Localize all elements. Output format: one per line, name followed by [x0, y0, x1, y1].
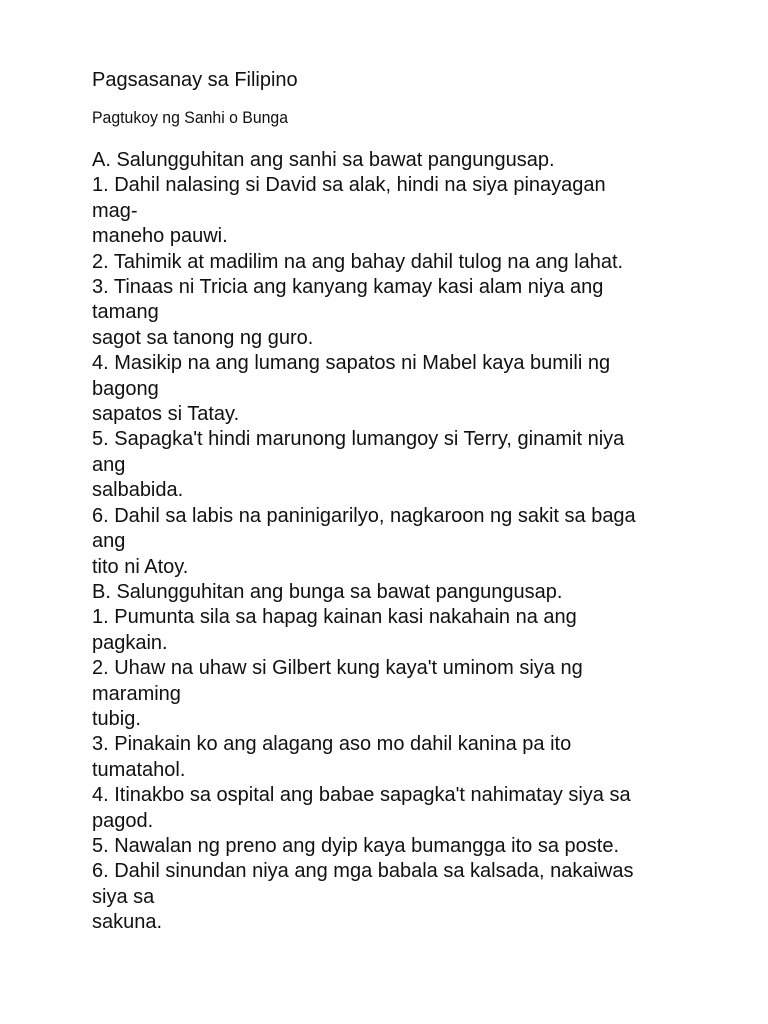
- text-line: 2. Tahimik at madilim na ang bahay dahil tulog na ang lahat.: [92, 250, 624, 273]
- text-line: 3. Tinaas ni Tricia ang kanyang kamay kasi alam niya ang: [92, 276, 604, 299]
- document-title: Pagsasanay sa Filipino: [92, 69, 298, 91]
- text-line: tumatahol.: [92, 758, 186, 781]
- text-line: 4. Itinakbo sa ospital ang babae sapagka't nahimatay siya sa: [92, 784, 631, 807]
- text-line: A. Salungguhitan ang sanhi sa bawat pangungusap.: [92, 149, 555, 171]
- document-body: [92, 148, 678, 936]
- text-line: tamang: [92, 301, 159, 324]
- text-line: 1. Pumunta sila sa hapag kainan kasi nakahain na ang: [92, 606, 577, 629]
- text-line: 6. Dahil sa labis na paninigarilyo, nagkaroon ng sakit sa baga: [92, 504, 636, 527]
- text-line: tubig.: [92, 707, 141, 730]
- text-line: tito ni Atoy.: [92, 555, 189, 578]
- text-line: mag-: [92, 199, 138, 222]
- text-line: 5. Sapagka't hindi marunong lumangoy si Terry, ginamit niya: [92, 428, 625, 451]
- text-line: 1. Dahil nalasing si David sa alak, hindi na siya pinayagan: [92, 174, 606, 197]
- text-line: bagong: [92, 377, 159, 400]
- document-subtitle: Pagtukoy ng Sanhi o Bunga: [92, 108, 289, 127]
- text-line: sagot sa tanong ng guro.: [92, 326, 314, 349]
- text-line: ang: [92, 453, 126, 476]
- text-line: maneho pauwi.: [92, 225, 228, 248]
- text-line: B. Salungguhitan ang bunga sa bawat pangungusap.: [92, 580, 563, 603]
- text-line: 4. Masikip na ang lumang sapatos ni Mabel kaya bumili ng: [92, 352, 611, 375]
- text-line: 2. Uhaw na uhaw si Gilbert kung kaya't uminom siya ng: [92, 657, 583, 680]
- text-line: 6. Dahil sinundan niya ang mga babala sa kalsada, nakaiwas: [92, 860, 634, 883]
- text-line: pagod.: [92, 809, 154, 832]
- text-line: ang: [92, 530, 126, 553]
- text-line: sakuna.: [92, 911, 163, 934]
- text-line: 5. Nawalan ng preno ang dyip kaya bumangga ito sa poste.: [92, 834, 620, 857]
- text-line: 3. Pinakain ko ang alagang aso mo dahil kanina pa ito: [92, 733, 572, 756]
- text-line: pagkain.: [92, 631, 168, 654]
- text-line: salbabida.: [92, 479, 184, 502]
- text-line: sapatos si Tatay.: [92, 403, 240, 426]
- text-line: siya sa: [92, 885, 155, 908]
- text-line: maraming: [92, 682, 181, 705]
